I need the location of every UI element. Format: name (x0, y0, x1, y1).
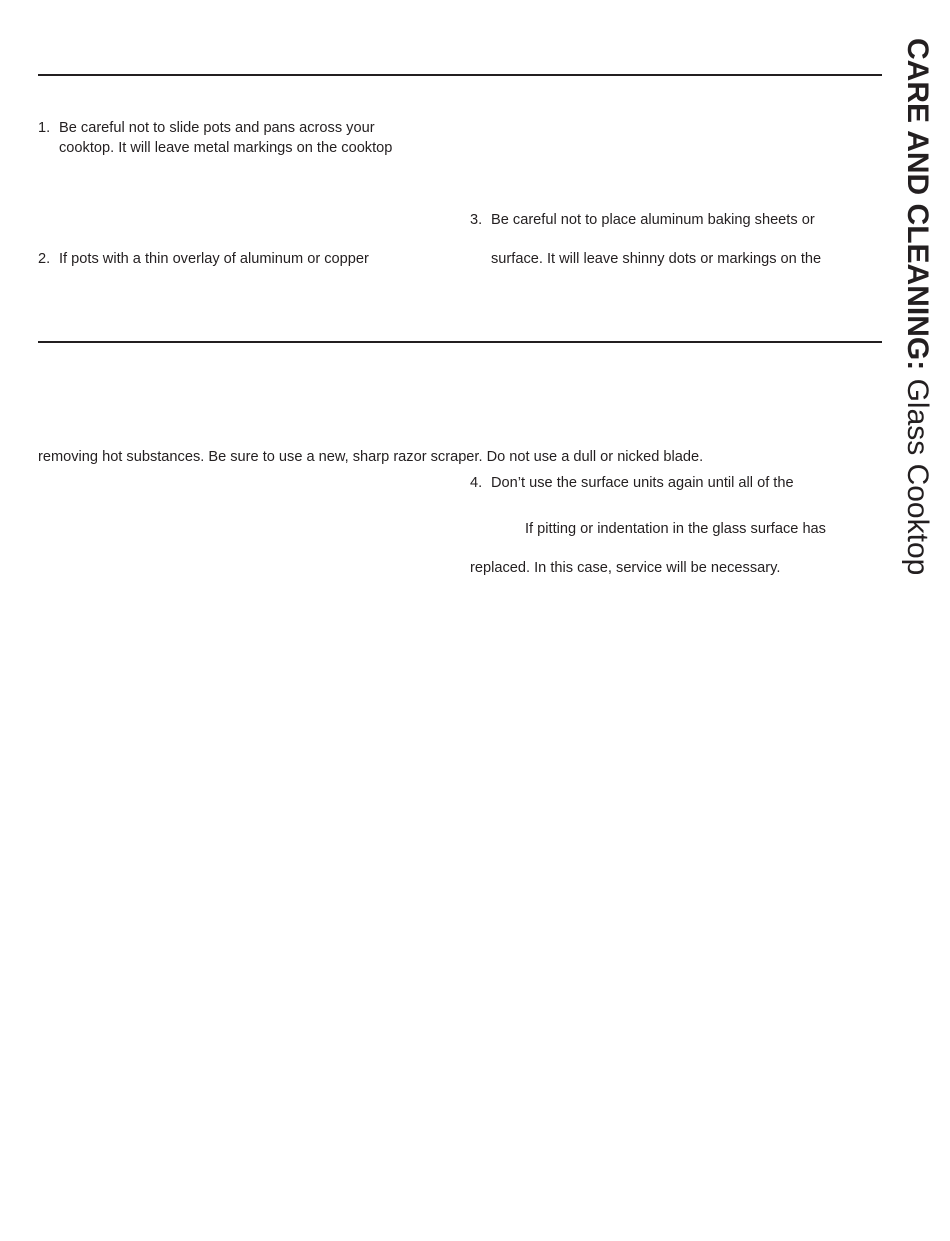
item-1-line-2: cooktop. It will leave metal markings on the cooktop (59, 140, 393, 156)
item-3-line-2: surface. It will leave shinny dots or markings on the (491, 251, 822, 267)
item-3-line-1 (470, 210, 815, 230)
pitting-line: If pitting or indentation in the glass surface has (525, 521, 826, 537)
item-3-text-1: Be careful not to place aluminum baking sheets or (491, 212, 815, 228)
middle-divider (38, 341, 882, 343)
item-2-text-1: If pots with a thin overlay of aluminum or copper (59, 251, 369, 267)
section-title-vertical (895, 38, 939, 628)
item-4-number: 4. (470, 475, 483, 491)
item-2-line-1 (38, 249, 369, 269)
section-title-main: CARE AND CLEANING: (901, 38, 934, 371)
item-3-number: 3. (470, 212, 483, 228)
item-2-number: 2. (38, 251, 51, 267)
item-1-number: 1. (38, 120, 51, 136)
item-4-line-1 (470, 473, 794, 493)
item-1-text-1: Be careful not to slide pots and pans across your (59, 120, 375, 136)
replaced-line: replaced. In this case, service will be necessary. (470, 560, 781, 576)
razor-scraper-line: removing hot substances. Be sure to use a new, sharp razor scraper. Do not use a dull or nicked blade. (38, 449, 704, 465)
section-title-sub: Glass Cooktop (901, 378, 934, 576)
item-1-line-1 (38, 118, 375, 138)
item-4-text-1: Don’t use the surface units again until all of the (491, 475, 794, 491)
top-divider (38, 74, 882, 76)
